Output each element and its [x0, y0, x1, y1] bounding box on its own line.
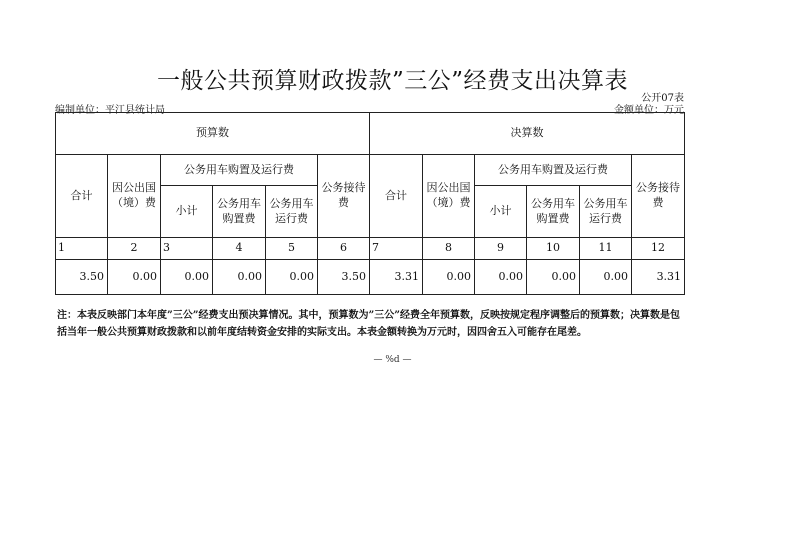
actual-reception-header: 公务接待费 [632, 155, 685, 238]
column-number: 11 [580, 238, 632, 260]
value-cell: 3.50 [56, 260, 108, 295]
value-cell: 3.50 [318, 260, 370, 295]
value-cell: 0.00 [423, 260, 475, 295]
value-cell: 0.00 [527, 260, 580, 295]
table-note: 注：本表反映部门本年度”三公”经费支出预决算情况。其中，预算数为”三公”经费全年预算数，反映按规定程序调整后的预算数；决算数是包括当年一般公共预算财政拨款和以前年度结转资金安排的实际支出。本表金额转换为万元时，因四舍五入可能存在尾差。 [57, 310, 681, 338]
budget-subtotal-header: 小计 [161, 186, 213, 238]
budget-car-buy-header: 公务用车购置费 [213, 186, 266, 238]
actual-abroad-header: 因公出国（境）费 [423, 155, 475, 238]
amount-unit: 金额单位：万元 [614, 105, 684, 116]
budget-group-header: 预算数 [56, 113, 370, 155]
actual-car-run-header: 公务用车运行费 [580, 186, 632, 238]
budget-abroad-header: 因公出国（境）费 [108, 155, 161, 238]
reporting-unit: 编制单位：平江县统计局 [55, 105, 165, 116]
column-number: 3 [161, 238, 213, 260]
value-cell: 0.00 [213, 260, 266, 295]
column-number: 4 [213, 238, 266, 260]
actual-group-header: 决算数 [370, 113, 685, 155]
actual-subtotal-header: 小计 [475, 186, 527, 238]
value-cell: 0.00 [266, 260, 318, 295]
budget-table [55, 112, 685, 295]
actual-car-header: 公务用车购置及运行费 [475, 155, 632, 186]
page-footer: — %d — [373, 355, 412, 365]
column-number: 5 [266, 238, 318, 260]
value-cell: 0.00 [475, 260, 527, 295]
value-cell: 0.00 [580, 260, 632, 295]
form-number: 公开07表 [641, 93, 684, 104]
column-number: 2 [108, 238, 161, 260]
value-cell: 0.00 [161, 260, 213, 295]
value-cell: 3.31 [370, 260, 423, 295]
budget-reception-header: 公务接待费 [318, 155, 370, 238]
budget-total-header: 合计 [56, 155, 108, 238]
column-number: 8 [423, 238, 475, 260]
budget-car-header: 公务用车购置及运行费 [161, 155, 318, 186]
column-number: 12 [632, 238, 685, 260]
budget-car-run-header: 公务用车运行费 [266, 186, 318, 238]
column-number: 10 [527, 238, 580, 260]
actual-car-buy-header: 公务用车购置费 [527, 186, 580, 238]
page-title: 一般公共预算财政拨款”三公”经费支出决算表 [156, 68, 629, 94]
actual-total-header: 合计 [370, 155, 423, 238]
value-cell: 3.31 [632, 260, 685, 295]
column-number: 1 [56, 238, 108, 260]
column-number: 6 [318, 238, 370, 260]
value-cell: 0.00 [108, 260, 161, 295]
column-number: 9 [475, 238, 527, 260]
column-number: 7 [370, 238, 423, 260]
